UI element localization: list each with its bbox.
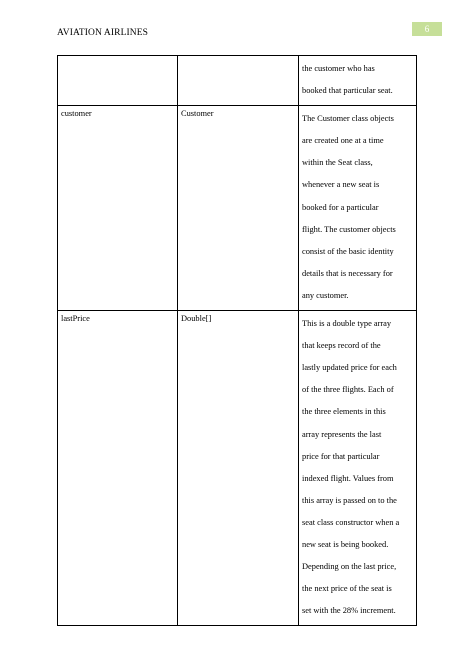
attribute-description-cell	[299, 56, 417, 106]
attribute-type-cell	[178, 56, 299, 106]
description-line: booked for a particular	[302, 202, 379, 212]
description-line: seat class constructor when a	[302, 517, 400, 527]
description-line: price for that particular	[302, 451, 380, 461]
description-line: are created one at a time	[302, 136, 384, 146]
attribute-name-cell	[58, 56, 178, 106]
description-line: details that is necessary for	[302, 268, 393, 278]
description-line: booked that particular seat.	[302, 86, 393, 96]
description-line: the three elements in this	[302, 407, 386, 417]
table-row	[58, 106, 417, 311]
description-line: whenever a new seat is	[302, 180, 380, 190]
table-row	[58, 56, 417, 106]
attribute-description-cell	[299, 311, 417, 626]
attribute-type-cell: Customer	[178, 106, 299, 311]
description-line: the next price of the seat is	[302, 584, 392, 594]
attribute-table-body	[58, 56, 417, 626]
description-line: indexed flight. Values from	[302, 473, 394, 483]
description-line: array represents the last	[302, 429, 382, 439]
page-number: 6	[412, 22, 442, 36]
table-row	[58, 311, 417, 626]
description-line: consist of the basic identity	[302, 246, 394, 256]
description-line: this array is passed on to the	[302, 495, 397, 505]
description-line: This is a double type array	[302, 319, 392, 329]
attribute-table	[57, 55, 417, 626]
description-line: of the three flights. Each of	[302, 385, 394, 395]
description-line: lastly updated price for each	[302, 363, 397, 373]
description-line: set with the 28% increment.	[302, 606, 396, 616]
running-head: AVIATION AIRLINES	[57, 28, 148, 38]
attribute-description-cell	[299, 106, 417, 311]
description-line: that keeps record of the	[302, 341, 381, 351]
attribute-name-cell: customer	[58, 106, 178, 311]
attribute-type-cell: Double[]	[178, 311, 299, 626]
description-line: the customer who has	[302, 64, 375, 73]
description-line: within the Seat class,	[302, 158, 373, 168]
description-line: any customer.	[302, 290, 349, 300]
attribute-name-cell: lastPrice	[58, 311, 178, 626]
description-line: The Customer class objects	[302, 114, 394, 124]
description-line: new seat is being booked.	[302, 539, 389, 549]
description-line: flight. The customer objects	[302, 224, 396, 234]
description-line: Depending on the last price,	[302, 562, 397, 572]
